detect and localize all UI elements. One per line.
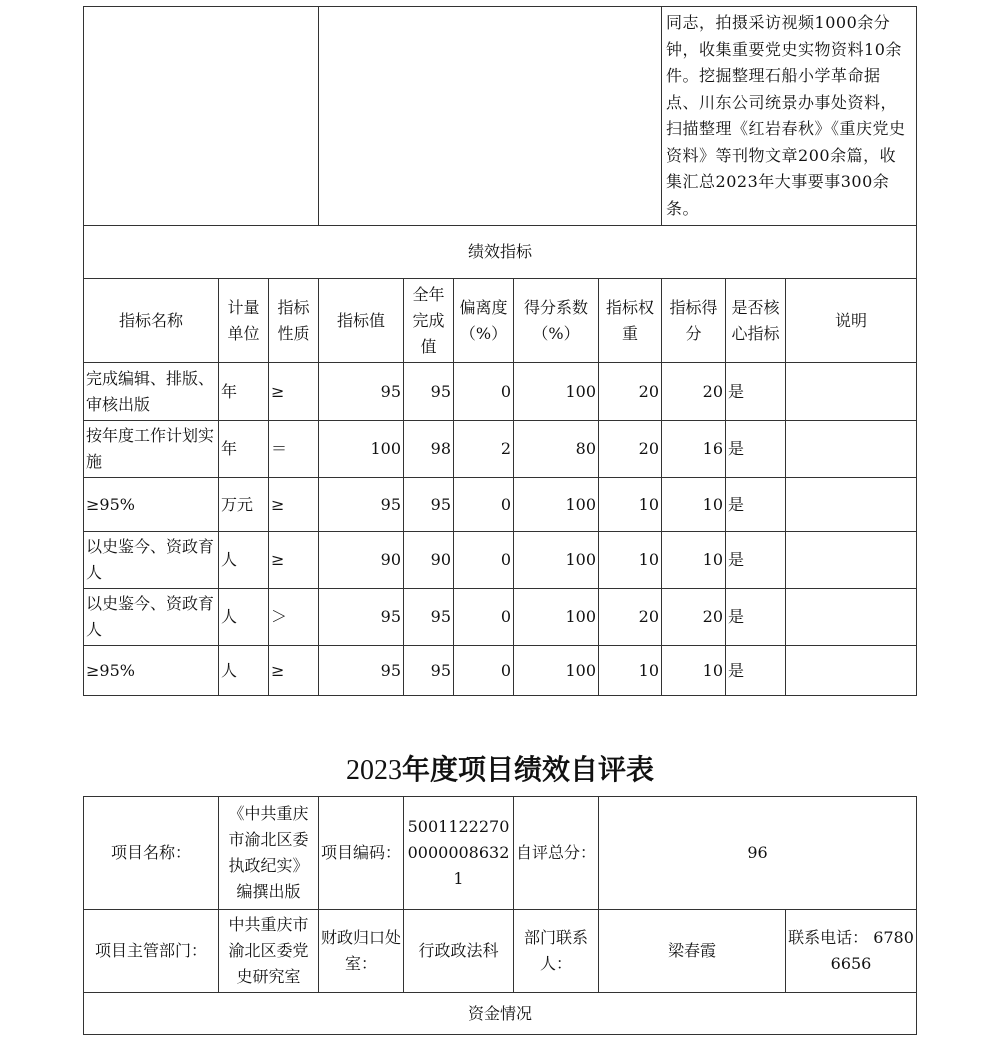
cell-actual: 98 (404, 421, 454, 478)
cell-weight: 20 (599, 589, 662, 646)
narrative-blank-cell-2 (319, 7, 662, 226)
project-name-label: 项目名称： (84, 797, 219, 910)
header-indicator-name: 指标名称 (84, 279, 219, 363)
cell-coefficient: 100 (514, 589, 599, 646)
funds-section-title: 资金情况 (84, 993, 917, 1035)
cell-deviation: 2 (454, 421, 514, 478)
cell-name: 以史鉴今、资政育人 (84, 532, 219, 589)
cell-name: 以史鉴今、资政育人 (84, 589, 219, 646)
cell-target: 95 (319, 646, 404, 696)
cell-core: 是 (726, 421, 786, 478)
cell-name: ≥95% (84, 478, 219, 532)
narrative-text: 同志，拍摄采访视频1000余分钟，收集重要党史实物资料10余件。挖掘整理石船小学革命据点、川东公司统景办事处资料，扫描整理《红岩春秋》《重庆党史资料》等刊物文章200余篇，收集汇总2023年大事要事300余条。 (662, 7, 917, 226)
phone-value (786, 910, 917, 993)
header-score: 指标得分 (662, 279, 726, 363)
contact-value: 梁春霞 (599, 910, 786, 993)
cell-target: 90 (319, 532, 404, 589)
table-row (84, 532, 917, 589)
form-title (0, 750, 1000, 791)
cell-coefficient: 80 (514, 421, 599, 478)
cell-coefficient: 100 (514, 478, 599, 532)
phone-label: 联系电话： (788, 928, 869, 947)
cell-nature: ＞ (269, 589, 319, 646)
cell-target: 95 (319, 363, 404, 421)
narrative-blank-cell-1 (84, 7, 319, 226)
cell-unit: 人 (219, 589, 269, 646)
cell-deviation: 0 (454, 532, 514, 589)
cell-coefficient: 100 (514, 532, 599, 589)
cell-actual: 95 (404, 589, 454, 646)
cell-actual: 95 (404, 363, 454, 421)
table-row (84, 589, 917, 646)
cell-note (786, 646, 917, 696)
cell-core: 是 (726, 532, 786, 589)
cell-coefficient: 100 (514, 363, 599, 421)
section-title-performance: 绩效指标 (84, 226, 917, 279)
cell-target: 95 (319, 478, 404, 532)
cell-weight: 20 (599, 363, 662, 421)
cell-score: 10 (662, 646, 726, 696)
dept-label: 项目主管部门： (84, 910, 219, 993)
cell-actual: 95 (404, 478, 454, 532)
finance-label: 财政归口处室： (319, 910, 404, 993)
cell-note (786, 532, 917, 589)
narrative-row (84, 7, 917, 226)
cell-note (786, 421, 917, 478)
header-unit: 计量单位 (219, 279, 269, 363)
self-score-value: 96 (599, 797, 917, 910)
table-row (84, 363, 917, 421)
table-row (84, 646, 917, 696)
cell-weight: 10 (599, 532, 662, 589)
cell-score: 10 (662, 532, 726, 589)
cell-note (786, 363, 917, 421)
cell-core: 是 (726, 363, 786, 421)
header-coefficient: 得分系数（%） (514, 279, 599, 363)
contact-label: 部门联系人： (514, 910, 599, 993)
cell-actual: 90 (404, 532, 454, 589)
cell-nature: ＝ (269, 421, 319, 478)
self-score-label: 自评总分： (514, 797, 599, 910)
table-row (84, 478, 917, 532)
project-code-value: 500112227000000086321 (404, 797, 514, 910)
form-title-year: 2023 (345, 755, 402, 786)
cell-core: 是 (726, 589, 786, 646)
cell-unit: 年 (219, 421, 269, 478)
cell-name: ≥95% (84, 646, 219, 696)
cell-unit: 年 (219, 363, 269, 421)
cell-nature: ≥ (269, 646, 319, 696)
cell-core: 是 (726, 478, 786, 532)
self-evaluation-form (83, 796, 917, 1035)
cell-score: 10 (662, 478, 726, 532)
project-name-value: 《中共重庆市渝北区委执政纪实》编撰出版 (219, 797, 319, 910)
performance-indicator-table (83, 6, 917, 696)
header-weight: 指标权重 (599, 279, 662, 363)
cell-unit: 万元 (219, 478, 269, 532)
finance-value: 行政政法科 (404, 910, 514, 993)
cell-coefficient: 100 (514, 646, 599, 696)
header-note: 说明 (786, 279, 917, 363)
cell-core: 是 (726, 646, 786, 696)
cell-nature: ≥ (269, 363, 319, 421)
cell-nature: ≥ (269, 532, 319, 589)
table-row (84, 421, 917, 478)
cell-deviation: 0 (454, 589, 514, 646)
cell-deviation: 0 (454, 363, 514, 421)
dept-value: 中共重庆市渝北区委党史研究室 (219, 910, 319, 993)
cell-unit: 人 (219, 532, 269, 589)
header-row (84, 279, 917, 363)
cell-score: 20 (662, 589, 726, 646)
cell-weight: 10 (599, 646, 662, 696)
cell-name: 按年度工作计划实施 (84, 421, 219, 478)
cell-nature: ≥ (269, 478, 319, 532)
cell-name: 完成编辑、排版、审核出版 (84, 363, 219, 421)
cell-weight: 20 (599, 421, 662, 478)
cell-note (786, 589, 917, 646)
header-actual: 全年完成值 (404, 279, 454, 363)
phone-number: 67806656 (830, 928, 914, 973)
header-target: 指标值 (319, 279, 404, 363)
project-code-label: 项目编码： (319, 797, 404, 910)
cell-weight: 10 (599, 478, 662, 532)
cell-actual: 95 (404, 646, 454, 696)
cell-target: 95 (319, 589, 404, 646)
header-core: 是否核心指标 (726, 279, 786, 363)
cell-target: 100 (319, 421, 404, 478)
cell-score: 16 (662, 421, 726, 478)
cell-deviation: 0 (454, 646, 514, 696)
header-deviation: 偏离度（%） (454, 279, 514, 363)
cell-unit: 人 (219, 646, 269, 696)
cell-deviation: 0 (454, 478, 514, 532)
header-nature: 指标性质 (269, 279, 319, 363)
cell-note (786, 478, 917, 532)
form-title-text: 年度项目绩效自评表 (401, 753, 654, 786)
cell-score: 20 (662, 363, 726, 421)
